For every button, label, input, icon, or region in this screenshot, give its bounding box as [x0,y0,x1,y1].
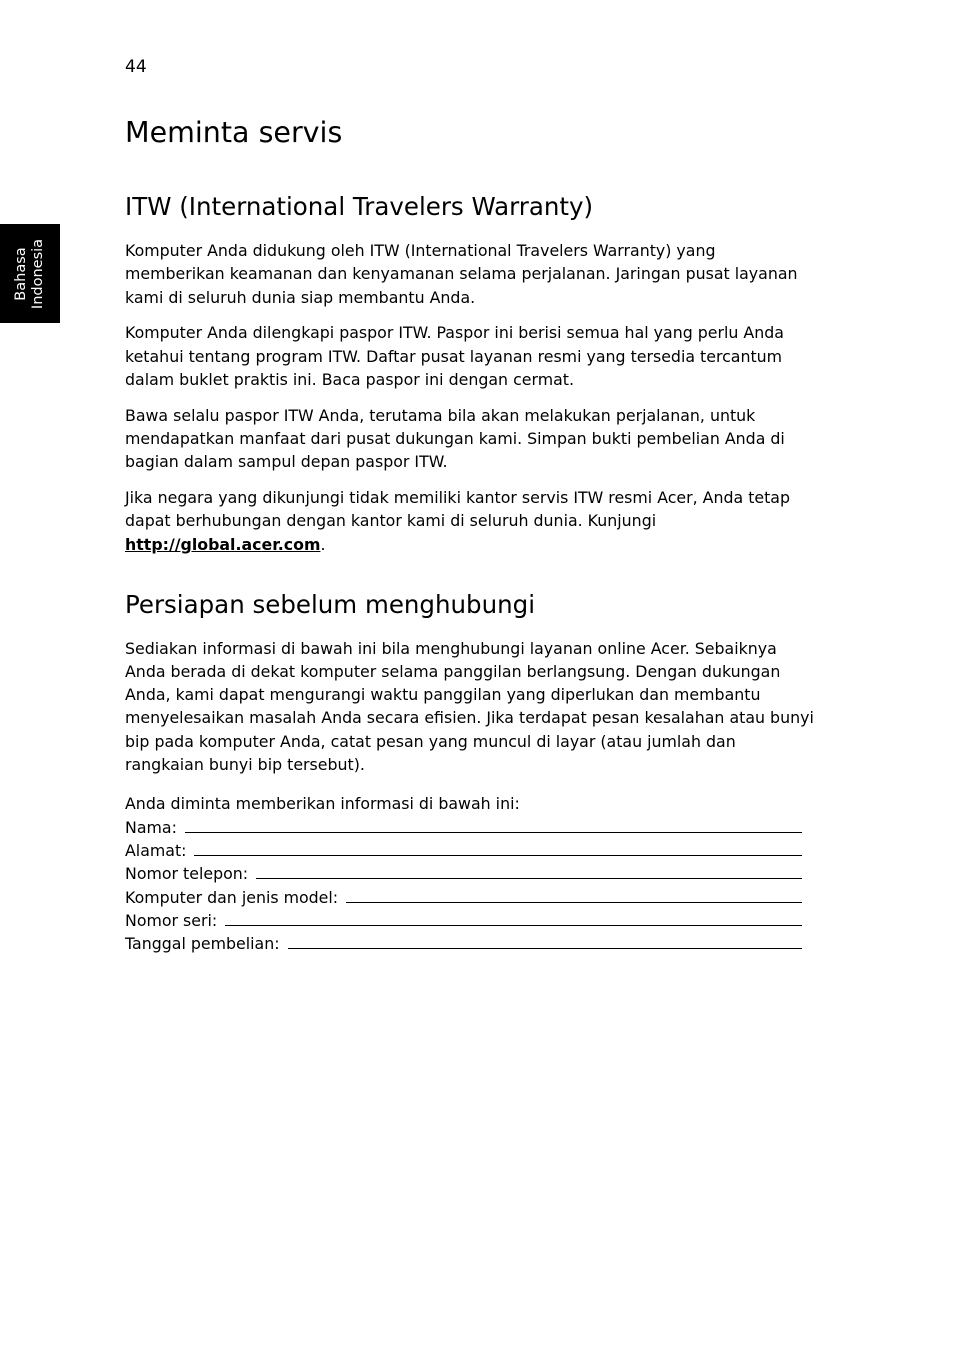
form-row-serial-number [125,909,802,932]
page-title: Meminta servis [125,116,343,149]
form-line-phone[interactable] [256,862,802,879]
language-side-tab-label [13,238,47,308]
form-line-serial-number[interactable] [225,909,802,926]
page-content [125,113,815,955]
itw-paragraph-4-end: . [320,534,326,554]
form-line-name[interactable] [185,816,802,833]
side-tab-line-1: Bahasa [13,246,29,301]
form-row-name [125,816,802,839]
form-label-address: Alamat: [125,840,187,860]
form-label-serial-number: Nomor seri: [125,910,218,930]
form-line-purchase-date[interactable] [288,932,802,949]
side-tab-line-2: Indonesia [30,238,46,309]
itw-paragraph-4-text: Jika negara yang dikunjungi tidak memiliki kantor servis ITW resmi Acer, Anda tetap dapat berhubungan dengan kantor kami di seluruh dunia. Kunjungi [125,488,791,531]
itw-paragraph-3: Bawa selalu paspor ITW Anda, terutama bila akan melakukan perjalanan, untuk mendapatkan manfaat dari pusat dukungan kami. Simpan bukti pembelian Anda di bagian dalam sampul depan paspor ITW. [125,405,785,472]
itw-paragraph-4 [125,486,815,556]
preparation-paragraph: Sediakan informasi di bawah ini bila menghubungi layanan online Acer. Sebaiknya Anda berada di dekat komputer selama panggilan berlangsung. Dengan dukungan Anda, kami dapat mengurangi waktu panggilan yang diperlukan dan membantu menyelesaikan masalah Anda secara efisien. Jika terdapat pesan kesalahan atau bunyi bip pada komputer Anda, catat pesan yang muncul di layar (atau jumlah dan rangkaian bunyi bip tersebut). [125,638,814,775]
info-form [125,816,815,956]
form-row-address [125,839,802,862]
form-intro: Anda diminta memberikan informasi di bawah ini: [125,794,520,814]
form-label-computer-model: Komputer dan jenis model: [125,887,339,907]
itw-paragraph-2: Komputer Anda dilengkapi paspor ITW. Paspor ini berisi semua hal yang perlu Anda ketahui tentang program ITW. Daftar pusat layanan resmi yang tersedia tercantum dalam buklet praktis ini. Baca paspor ini dengan cermat. [125,323,784,389]
form-label-purchase-date: Tanggal pembelian: [125,934,280,954]
form-line-address[interactable] [194,839,802,856]
section-heading-preparation: Persiapan sebelum menghubungi [125,589,536,619]
language-side-tab [0,224,60,323]
form-row-phone [125,862,802,885]
page-number: 44 [125,57,147,77]
itw-paragraph-1: Komputer Anda didukung oleh ITW (International Travelers Warranty) yang memberikan keamanan dan kenyamanan selama perjalanan. Jaringan pusat layanan kami di seluruh dunia siap membantu Anda. [125,241,798,307]
form-label-phone: Nomor telepon: [125,864,249,884]
form-row-computer-model [125,886,802,909]
form-label-name: Nama: [125,817,177,837]
section-heading-itw: ITW (International Travelers Warranty) [125,192,594,221]
form-row-purchase-date [125,932,802,955]
form-line-computer-model[interactable] [346,886,802,903]
acer-global-link[interactable]: http://global.acer.com [125,534,321,554]
